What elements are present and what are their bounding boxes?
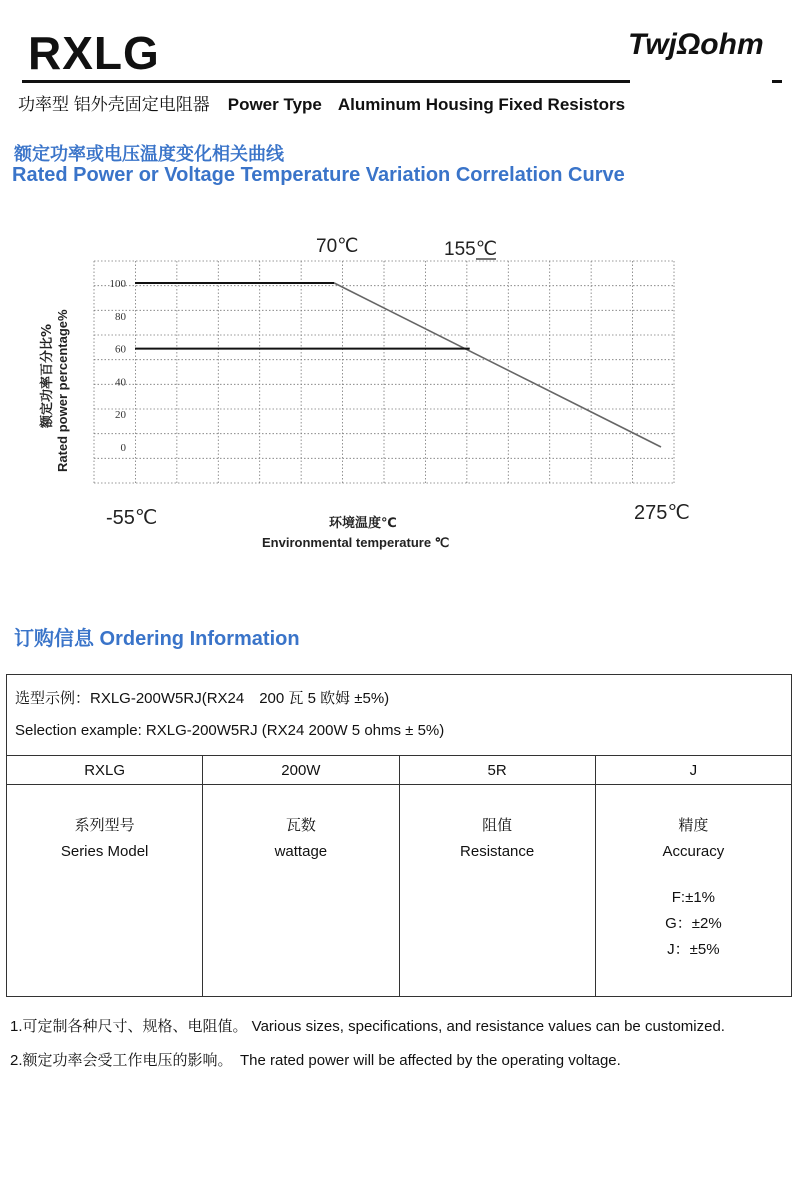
ordering-section-title: 订购信息 Ordering Information: [14, 628, 300, 650]
x-max-label: 275℃: [634, 502, 690, 524]
series-line-derating: [334, 283, 661, 447]
y-axis-label-en: Rated power percentage%: [55, 309, 70, 472]
product-subtitle: [18, 90, 625, 115]
desc-accuracy-zh: 精度: [678, 817, 709, 834]
x-min-label: -55℃: [106, 507, 158, 529]
desc-wattage-en: wattage: [274, 843, 328, 860]
example-cell: [7, 675, 792, 756]
description-row: [7, 785, 792, 997]
x-axis-label-en: Environmental temperature ℃: [262, 535, 450, 550]
accuracy-option: G：±2%: [665, 915, 722, 932]
example-zh: 选型示例：RXLG-200W5RJ(RX24 200 瓦 5 欧姆 ±5%): [15, 690, 390, 707]
note-item: 2.额定功率会受工作电压的影响。 The rated power will be affected by the operating voltage.: [10, 1052, 621, 1069]
curve-section-title-zh: 额定功率或电压温度变化相关曲线: [14, 144, 284, 164]
derating-chart: [14, 215, 714, 560]
chart-series: [135, 283, 661, 447]
y-tick-label: 80: [115, 310, 126, 323]
desc-accuracy: [595, 785, 791, 997]
desc-resistance: [399, 785, 595, 997]
desc-resistance-zh: 阻值: [482, 817, 513, 834]
annotation-155c: 155℃: [444, 239, 498, 260]
curve-section-title-en: Rated Power or Voltage Temperature Variation Correlation Curve: [12, 164, 625, 186]
subtitle-zh: 功率型 铝外壳固定电阻器: [18, 95, 210, 114]
code-series: RXLG: [7, 756, 203, 785]
y-tick-label: 60: [115, 343, 126, 356]
desc-series-zh: 系列型号: [74, 817, 135, 834]
example-row: [7, 675, 792, 756]
header-rule: [22, 80, 630, 83]
y-tick-label: 40: [115, 376, 126, 389]
code-row: [7, 756, 792, 785]
note-item: 1.可定制各种尺寸、规格、电阻值。 Various sizes, specifications, and resistance values can be customized.: [10, 1018, 725, 1035]
subtitle-en-desc: Aluminum Housing Fixed Resistors: [337, 95, 626, 114]
desc-resistance-en: Resistance: [460, 843, 535, 860]
y-axis-label-zh: 额定功率百分比%: [40, 323, 55, 428]
y-tick-label: 100: [109, 278, 126, 290]
example-en: Selection example: RXLG-200W5RJ (RX24 200W 5 ohms ± 5%): [15, 722, 445, 739]
model-title: RXLG: [28, 27, 160, 79]
desc-accuracy-en: Accuracy: [662, 843, 725, 860]
y-tick-label: 0: [120, 442, 126, 454]
accuracy-option: J：±5%: [667, 941, 720, 958]
header-rule-tick: [772, 80, 782, 83]
desc-series: [7, 785, 203, 997]
annotation-70c: 70℃: [316, 236, 359, 257]
x-axis-label-zh: 环境温度℃: [329, 516, 397, 531]
code-resistance: 5R: [399, 756, 595, 785]
brand-logo: TwjΩohm: [628, 28, 764, 61]
code-wattage: 200W: [203, 756, 399, 785]
y-tick-labels: [110, 278, 127, 454]
subtitle-en-type: Power Type: [227, 95, 322, 114]
accuracy-options: [597, 885, 790, 963]
accuracy-option: F:±1%: [671, 889, 715, 906]
desc-wattage: [203, 785, 399, 997]
desc-series-en: Series Model: [60, 843, 149, 860]
chart-grid: [94, 261, 674, 483]
ordering-table: [6, 674, 792, 997]
notes: [10, 1010, 725, 1078]
desc-wattage-zh: 瓦数: [285, 817, 316, 834]
code-accuracy: J: [595, 756, 791, 785]
y-tick-label: 20: [115, 409, 126, 422]
